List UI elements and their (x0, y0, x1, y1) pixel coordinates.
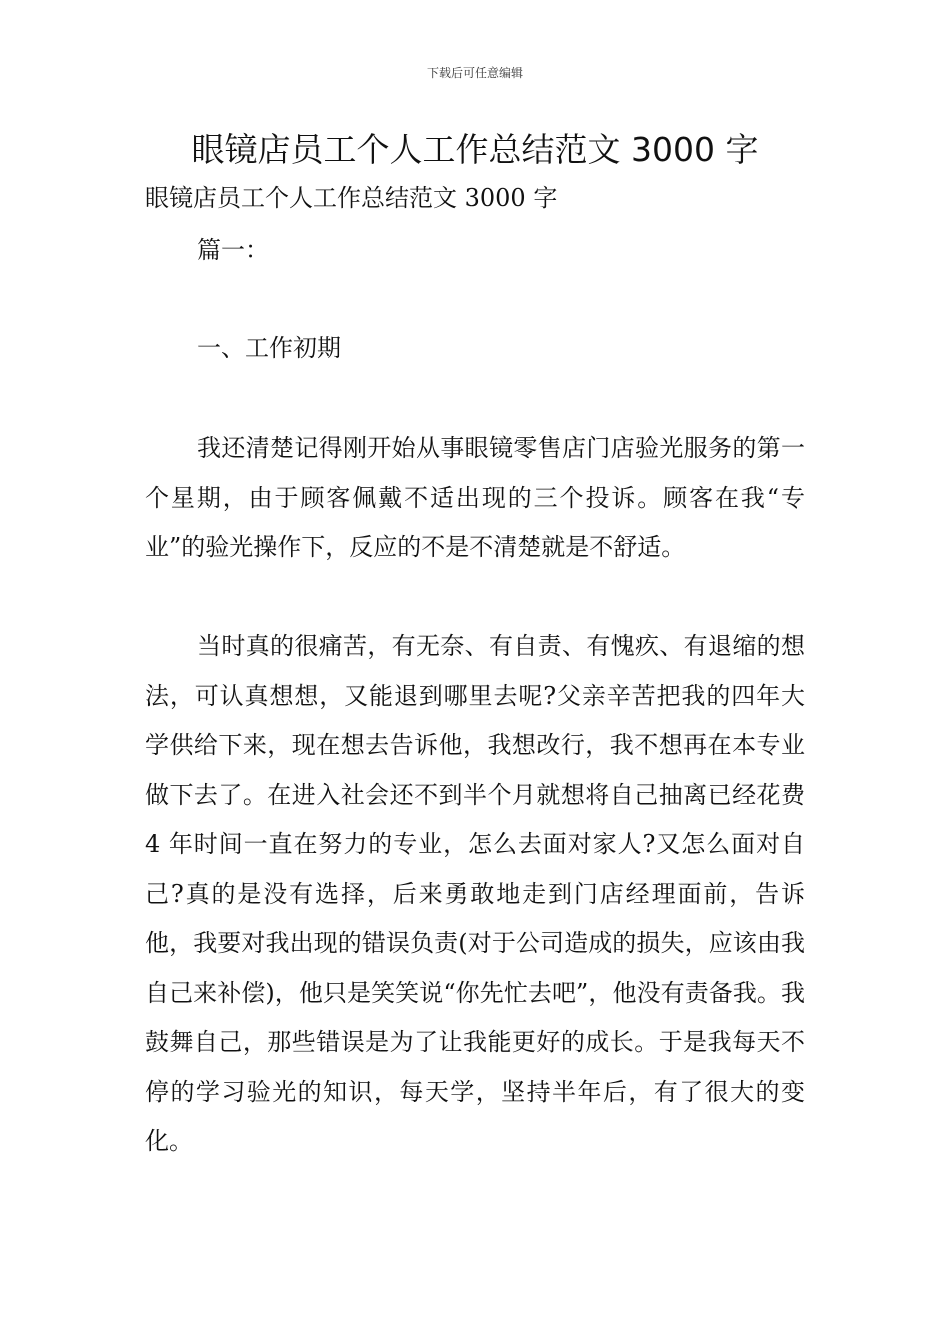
document-title: 眼镜店员工个人工作总结范文 3000 字 (191, 130, 759, 169)
paragraph-1: 我还清楚记得刚开始从事眼镜零售店门店验光服务的第一个星期，由于顾客佩戴不适出现的三个投诉。顾客在我“专业”的验光操作下，反应的不是不清楚就是不舒适。 (145, 434, 805, 561)
part-label: 篇一： (197, 236, 269, 264)
section-heading: 一、工作初期 (197, 334, 341, 362)
document-subtitle: 眼镜店员工个人工作总结范文 3000 字 (145, 184, 558, 212)
paragraph-2: 当时真的很痛苦，有无奈、有自责、有愧疚、有退缩的想法，可认真想想，又能退到哪里去呢?父亲辛苦把我的四年大学供给下来，现在想去告诉他，我想改行，我不想再在本专业做下去了。在进入社会还不到半个月就想将自己抽离已经花费 4 年时间一直在努力的专业，怎么去面对家人?又怎么面对自己?真的是没有选择，后来勇敢地走到门店经理面前，告诉他，我要对我出现的错误负责(对于公司造成的损失，应该由我自己来补偿)，他只是笑笑说“你先忙去吧”，他没有责备我。我鼓舞自己，那些错误是为了让我能更好的成长。于是我每天不停的学习验光的知识，每天学，坚持半年后，有了很大的变化。 (145, 632, 805, 1155)
page-header-note: 下载后可任意编辑 (426, 66, 523, 80)
